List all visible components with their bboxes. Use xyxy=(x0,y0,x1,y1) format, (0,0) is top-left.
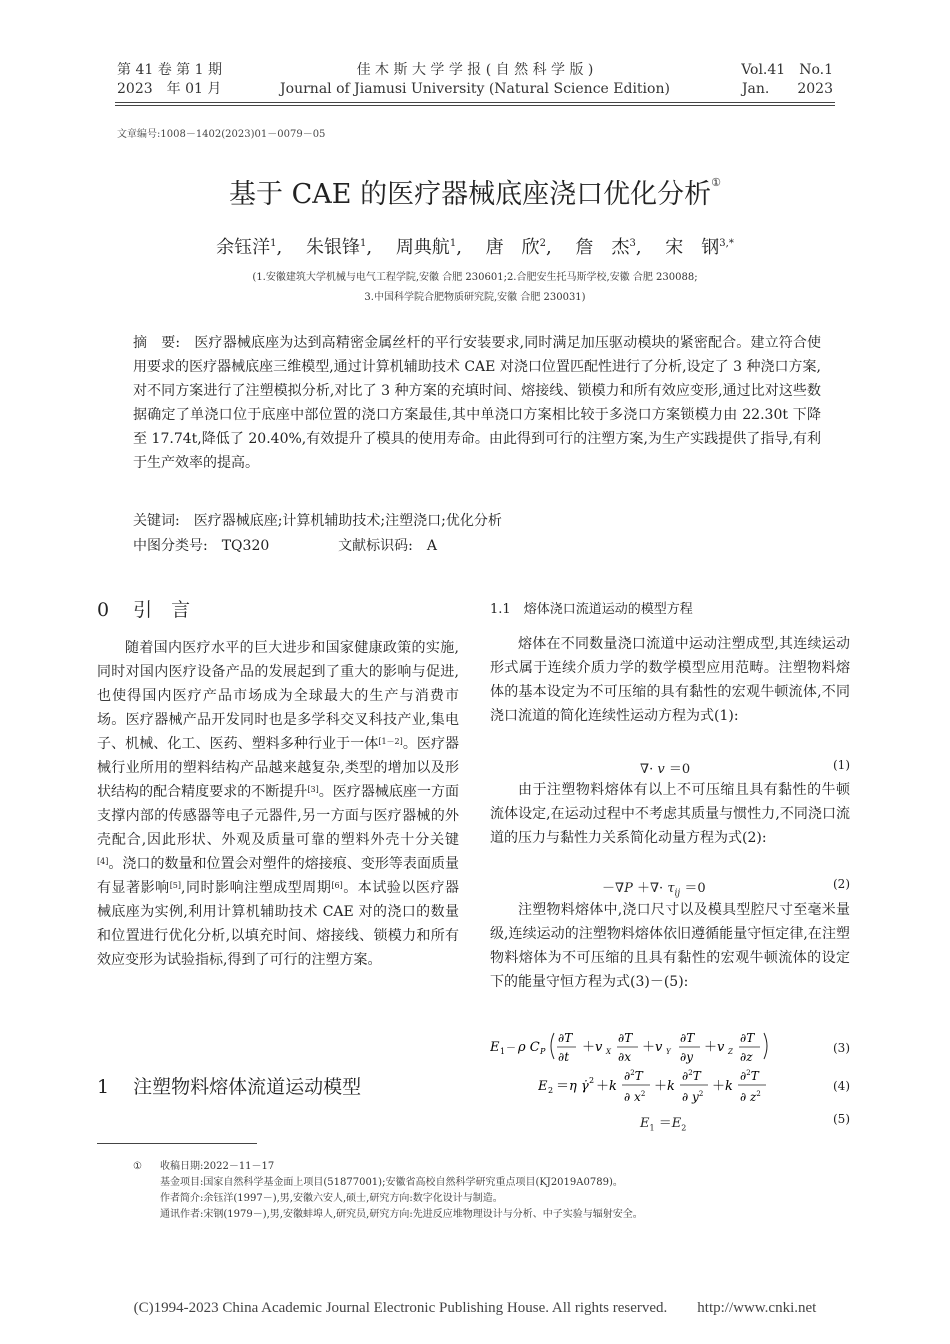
svg-text:Y: Y xyxy=(666,1048,671,1056)
equation-2: －∇P ＋∇· $\tau_{ij} =0$ xyxy=(602,881,706,899)
svg-text:∂ z2: ∂ $z^2$ xyxy=(740,1090,761,1104)
svg-text:ρ C: ρ C xyxy=(518,1040,540,1055)
volume-issue-en: Vol.41 No.1 xyxy=(741,62,833,78)
author-list: 余钰洋$^1$, 朱银锋$^1$, 周典航$^1$, 唐 欣$^2$, 詹 杰$^3$, 宋 钢$^{3,*}$ xyxy=(216,237,734,258)
svg-text:＋k: ＋k xyxy=(596,1079,617,1094)
svg-text:∂2T: ∂$^2$T xyxy=(682,1069,701,1083)
svg-text:＋v: ＋v xyxy=(642,1040,663,1055)
svg-text:－: － xyxy=(506,1043,516,1054)
affiliation-line: (1.安徽建筑大学机械与电气工程学院,安徽 合肥 230601;2.合肥安生托马斯学校,安徽 合肥 230088; xyxy=(252,272,698,283)
equation-5-number: (5) xyxy=(833,1112,850,1126)
footnote-rule xyxy=(97,1143,257,1144)
svg-text:X: X xyxy=(606,1048,611,1056)
equation-4-graphic xyxy=(538,1063,808,1107)
svg-text:＋v: ＋v xyxy=(704,1040,725,1055)
equation-3-number: (3) xyxy=(833,1041,850,1055)
svg-text:∂ x2: ∂ $x^2$ xyxy=(624,1090,646,1104)
svg-text:Z: Z xyxy=(728,1048,733,1056)
footnote-mark: ① xyxy=(133,1161,142,1172)
equation-5: $E_1 =E_2$ xyxy=(640,1116,687,1133)
svg-text:∂T: ∂T xyxy=(558,1031,573,1045)
section-0-heading: 0 引 言 xyxy=(97,599,191,621)
author-name: 詹 杰 xyxy=(575,237,630,258)
volume-issue-cn: 第 41 卷 第 1 期 xyxy=(117,62,222,78)
svg-text:E: E xyxy=(538,1079,548,1094)
copyright-line: (C)1994-2023 China Academic Journal Electronic Publishing House. All rights reserved. http://www.cnki.net xyxy=(133,1300,817,1316)
section-1-heading: 1 注塑物料熔体流道运动模型 xyxy=(97,1076,362,1098)
article-number: 文章编号:1008－1402(2023)01－0079－05 xyxy=(117,129,326,140)
paragraph-2: 由于注塑物料熔体有以上不可压缩且具有黏性的牛顿流体设定,在运动过程中不考虑其质量与惯性力,不同浇口流道的压力与黏性力关系简化动量方程为式(2): xyxy=(490,782,850,846)
abstract-text: 医疗器械底座为达到高精密金属丝杆的平行安装要求,同时满足加压驱动模块的紧密配合。建立符合使用要求的医疗器械底座三维模型,通过计算机辅助技术 CAE 对浇口位置匹配性进行了分析,设定了 3 种浇口方案,对不同方案进行了注塑模拟分析,对比了 3 种方案的充填时间、熔接线、锁模力和所有效应变形,通过比对这些数据确定了单浇口位于底座中部位置的浇口方案最佳,其中单浇口方案相比较于多浇口方案锁模力由 22.30t 下降至 17.74t,降低了 20.40%,有效提升了模具的使用寿命。由此得到可行的注塑方案,为生产实践提供了指导,有利于生产效率的提高。 xyxy=(133,335,822,471)
svg-text:＝η: ＝η xyxy=(556,1079,577,1094)
affiliation-line: 3.中国科学院合肥物质研究院,安徽 合肥 230031) xyxy=(364,292,586,303)
header-rule-bottom xyxy=(115,105,835,106)
paragraph-3: 注塑物料熔体中,浇口尺寸以及模具型腔尺寸至毫米量级,连续运动的注塑物料熔体依旧遵循能量守恒定律,在注塑物料熔体为不可压缩的且具有黏性的宏观牛顿流体的设定下的能量守恒方程为式(3)－(5): xyxy=(490,902,850,990)
equation-2-number: (2) xyxy=(833,877,850,891)
svg-text:∂y: ∂y xyxy=(680,1050,693,1064)
svg-text:∂T: ∂T xyxy=(740,1031,755,1045)
svg-text:＋k: ＋k xyxy=(654,1079,675,1094)
svg-text:∂t: ∂t xyxy=(558,1050,570,1064)
abstract xyxy=(133,331,821,475)
paragraph-1: 熔体在不同数量浇口流道中运动注塑成型,其连续运动形式属于连续介质力学的数学模型应用范畴。注塑物料熔体的基本设定为不可压缩的具有黏性的宏观牛顿流体,不同浇口流道的简化连续性运动方程为式(1): xyxy=(490,636,850,724)
svg-text:E: E xyxy=(490,1040,500,1055)
date-en: Jan. 2023 xyxy=(741,81,833,97)
equation-4-number: (4) xyxy=(833,1079,850,1093)
author-name: 朱银锋 xyxy=(305,237,360,258)
svg-text:∂T: ∂T xyxy=(618,1031,633,1045)
equation-1-number: (1) xyxy=(833,758,850,772)
keywords: 关键词: 医疗器械底座;计算机辅助技术;注塑浇口;优化分析 xyxy=(133,513,502,529)
classification: 中图分类号: TQ320 文献标识码: A xyxy=(133,538,438,554)
svg-text:P: P xyxy=(540,1047,546,1056)
equation-4 xyxy=(538,1063,808,1111)
svg-text:2: 2 xyxy=(548,1086,554,1095)
footnote-received: 收稿日期:2022－11－17 xyxy=(160,1161,275,1172)
svg-text:∂x: ∂x xyxy=(618,1050,631,1064)
date-cn: 2023 年 01 月 xyxy=(117,81,222,97)
footnote-corresponding: 通讯作者:宋钢(1979－),男,安徽蚌埠人,研究员,研究方向:先进反应堆物理设计与分析、中子实验与辐射安全。 xyxy=(160,1209,643,1220)
svg-text:∂z: ∂z xyxy=(740,1050,753,1064)
introduction-text: 随着国内医疗水平的巨大进步和国家健康政策的实施,同时对国内医疗设备产品的发展起到了重大的影响与促进,也使得国内医疗产品市场成为全球最大的生产与消费市场。医疗器械产品开发同时也是多学科交叉科技产业,集电子、机械、化工、医药、塑料多种行业于一体[1－2]。医疗器械行业所用的塑料结构产品越来越复杂,类型的增加以及形状结构的配合精度要求的不断提升[3]。医疗器械底座一方面支撑内部的传感器等电子元器件,另一方面与医疗器械的外壳配合,因此形状、外观及质量可靠的塑料外壳十分关键[4]。浇口的数量和位置会对塑件的熔接痕、变形等表面质量有显著影响[5],同时影响注塑成型周期[6]。本试验以医疗器械底座为实例,利用计算机辅助技术 CAE 对的浇口的数量和位置进行优化分析,以填充时间、熔接线、锁模力和所有效应变形为试验指标,得到了可行的注塑方案。 xyxy=(97,640,460,968)
svg-text:∂T: ∂T xyxy=(680,1031,695,1045)
journal-name-en: Journal of Jiamusi University (Natural Science Edition) xyxy=(280,81,670,97)
svg-text:∂2T: ∂$^2$T xyxy=(740,1069,759,1083)
equation-3-graphic xyxy=(490,1025,800,1067)
footnote-fund: 基金项目:国家自然科学基金面上项目(51877001);安徽省高校自然科学研究重点项目(KJ2019A0789)。 xyxy=(160,1177,623,1188)
author-name: 唐 欣 xyxy=(485,237,540,258)
subsection-1-1-heading: 1.1 熔体浇口流道运动的模型方程 xyxy=(490,602,693,617)
equation-1: ∇· v ＝0 xyxy=(640,762,691,777)
svg-text:＋v: ＋v xyxy=(582,1040,603,1055)
abstract-label: 摘 要: xyxy=(133,335,181,351)
header-rule-top xyxy=(115,102,835,103)
svg-text:∂2T: ∂$^2$T xyxy=(624,1069,643,1083)
svg-text:1: 1 xyxy=(500,1047,506,1056)
author-name: 宋 钢 xyxy=(665,237,720,258)
svg-text:＋k: ＋k xyxy=(712,1079,733,1094)
paper-title: 基于 CAE 的医疗器械底座浇口优化分析① xyxy=(229,176,721,210)
author-name: 余钰洋 xyxy=(216,237,271,258)
svg-text:∂ y2: ∂ $y^2$ xyxy=(682,1090,704,1104)
footnote-author-bio: 作者简介:余钰洋(1997－),男,安徽六安人,硕士,研究方向:数字化设计与制造。 xyxy=(160,1193,503,1204)
author-name: 周典航 xyxy=(395,237,450,258)
svg-text:2: 2 xyxy=(589,1076,595,1085)
journal-name-cn: 佳 木 斯 大 学 学 报 ( 自 然 科 学 版 ) xyxy=(356,62,594,78)
svg-text:γ̇: γ̇ xyxy=(581,1079,589,1094)
